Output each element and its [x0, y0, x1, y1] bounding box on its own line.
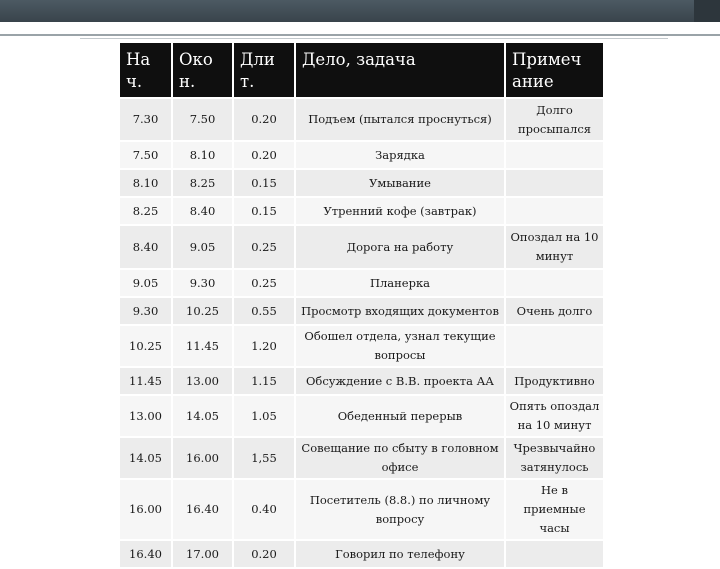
header-note: Примеч ание — [506, 43, 603, 97]
header-duration: Дли т. — [234, 43, 294, 97]
table-row — [120, 270, 603, 296]
cell-start: 16.00 — [120, 480, 171, 539]
table-row — [120, 170, 603, 196]
cell-note — [506, 170, 603, 196]
cell-note — [506, 326, 603, 366]
table-row — [120, 541, 603, 567]
cell-end: 10.25 — [173, 298, 232, 324]
table-row — [120, 226, 603, 268]
cell-task: Обеденный перерыв — [296, 396, 504, 436]
table-row — [120, 368, 603, 394]
slide-divider-line-thin — [80, 38, 668, 39]
header-task: Дело, задача — [296, 43, 504, 97]
cell-task: Планерка — [296, 270, 504, 296]
cell-end: 7.50 — [173, 99, 232, 140]
cell-start: 14.05 — [120, 438, 171, 478]
cell-start: 10.25 — [120, 326, 171, 366]
cell-end: 13.00 — [173, 368, 232, 394]
cell-duration: 0.40 — [234, 480, 294, 539]
cell-note: Долго просыпался — [506, 99, 603, 140]
cell-start: 8.25 — [120, 198, 171, 224]
cell-task: Умывание — [296, 170, 504, 196]
table-row — [120, 396, 603, 436]
cell-start: 11.45 — [120, 368, 171, 394]
cell-note — [506, 541, 603, 567]
cell-note: Не в приемные часы — [506, 480, 603, 539]
table-row — [120, 298, 603, 324]
cell-start: 16.40 — [120, 541, 171, 567]
cell-start: 9.30 — [120, 298, 171, 324]
cell-task: Утренний кофе (завтрак) — [296, 198, 504, 224]
cell-duration: 1,55 — [234, 438, 294, 478]
cell-end: 8.40 — [173, 198, 232, 224]
table-row — [120, 326, 603, 366]
slide-top-bar-accent — [694, 0, 720, 22]
time-log-table — [118, 41, 605, 569]
cell-start: 7.50 — [120, 142, 171, 168]
cell-start: 8.10 — [120, 170, 171, 196]
table-row — [120, 480, 603, 539]
cell-duration: 1.05 — [234, 396, 294, 436]
cell-end: 14.05 — [173, 396, 232, 436]
cell-end: 16.40 — [173, 480, 232, 539]
cell-note — [506, 270, 603, 296]
cell-task: Дорога на работу — [296, 226, 504, 268]
cell-task: Обошел отдела, узнал текущие вопросы — [296, 326, 504, 366]
cell-task: Зарядка — [296, 142, 504, 168]
cell-duration: 0.25 — [234, 226, 294, 268]
cell-task: Обсуждение с В.В. проекта АА — [296, 368, 504, 394]
table-row — [120, 99, 603, 140]
cell-duration: 1.20 — [234, 326, 294, 366]
cell-end: 17.00 — [173, 541, 232, 567]
cell-start: 9.05 — [120, 270, 171, 296]
header-end: Око н. — [173, 43, 232, 97]
cell-start: 13.00 — [120, 396, 171, 436]
cell-note: Чрезвычайно затянулось — [506, 438, 603, 478]
cell-duration: 0.15 — [234, 198, 294, 224]
cell-duration: 0.20 — [234, 142, 294, 168]
cell-duration: 0.55 — [234, 298, 294, 324]
cell-task: Посетитель (8.8.) по личному вопросу — [296, 480, 504, 539]
cell-end: 16.00 — [173, 438, 232, 478]
table-row — [120, 142, 603, 168]
cell-duration: 1.15 — [234, 368, 294, 394]
table-row — [120, 198, 603, 224]
cell-task: Просмотр входящих документов — [296, 298, 504, 324]
cell-task: Подъем (пытался проснуться) — [296, 99, 504, 140]
cell-end: 11.45 — [173, 326, 232, 366]
cell-task: Говорил по телефону — [296, 541, 504, 567]
table-row — [120, 438, 603, 478]
cell-start: 8.40 — [120, 226, 171, 268]
header-start: На ч. — [120, 43, 171, 97]
cell-duration: 0.15 — [234, 170, 294, 196]
cell-note: Опоздал на 10 минут — [506, 226, 603, 268]
cell-note: Опять опоздал на 10 минут — [506, 396, 603, 436]
cell-duration: 0.25 — [234, 270, 294, 296]
cell-duration: 0.20 — [234, 541, 294, 567]
table-header-row — [120, 43, 603, 97]
slide-top-bar — [0, 0, 720, 22]
cell-end: 8.25 — [173, 170, 232, 196]
cell-note: Очень долго — [506, 298, 603, 324]
cell-task: Совещание по сбыту в головном офисе — [296, 438, 504, 478]
cell-note — [506, 198, 603, 224]
cell-start: 7.30 — [120, 99, 171, 140]
cell-end: 9.30 — [173, 270, 232, 296]
cell-end: 8.10 — [173, 142, 232, 168]
cell-note: Продуктивно — [506, 368, 603, 394]
cell-note — [506, 142, 603, 168]
cell-end: 9.05 — [173, 226, 232, 268]
cell-duration: 0.20 — [234, 99, 294, 140]
slide-divider-line — [0, 34, 720, 36]
